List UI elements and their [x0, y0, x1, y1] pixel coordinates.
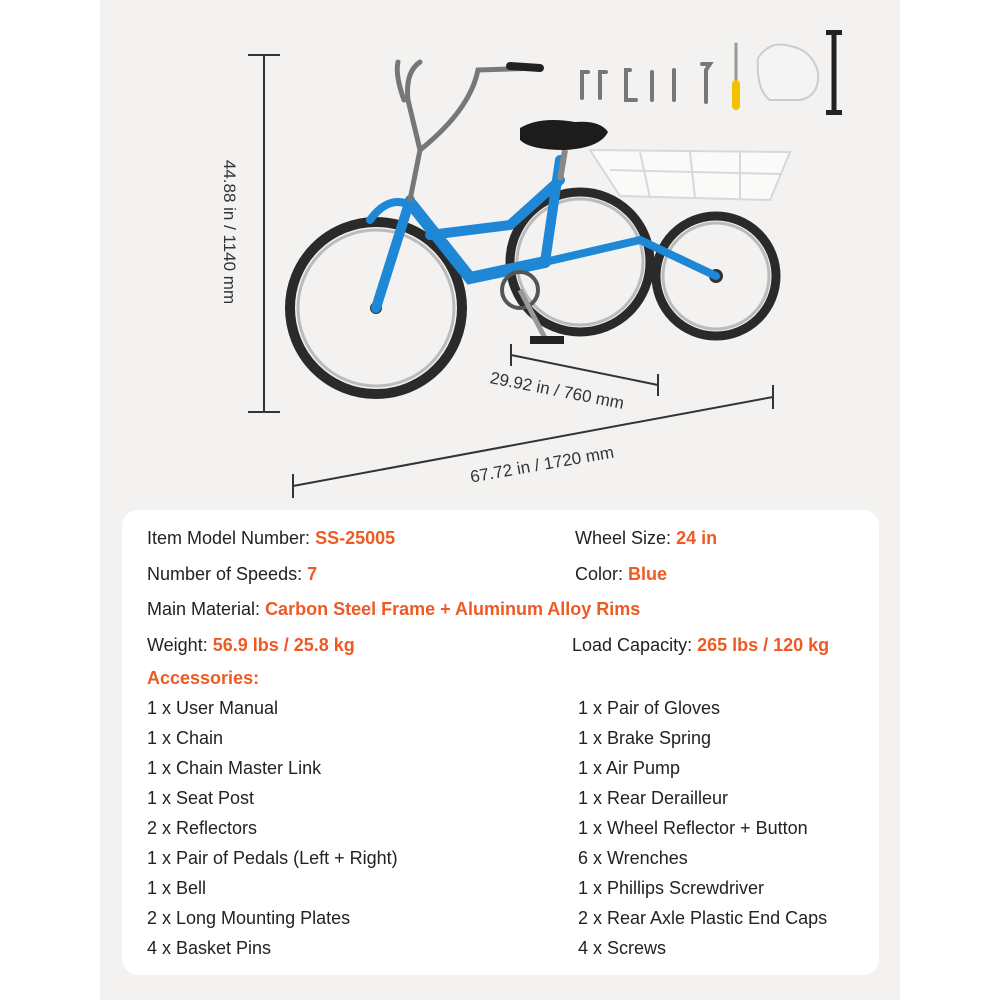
height-dimension-line [248, 55, 280, 412]
spec-value: SS-25005 [315, 528, 396, 548]
accessories-list-left [147, 697, 398, 967]
list-item: 1 x Brake Spring [578, 728, 712, 748]
list-item: 1 x Rear Derailleur [578, 788, 729, 808]
spec-label: Item Model Number: [147, 528, 311, 548]
list-item: 1 x Pair of Gloves [578, 698, 721, 718]
list-item: 1 x User Manual [147, 698, 279, 718]
spec-value: 24 in [676, 528, 718, 548]
length-label: 67.72 in / 1720 mm [468, 442, 616, 487]
list-item: 1 x Air Pump [578, 758, 681, 778]
list-item: 1 x Pair of Pedals (Left + Right) [147, 848, 398, 868]
list-item: 4 x Screws [578, 938, 667, 958]
list-item: 1 x Chain [147, 728, 224, 748]
list-item: 4 x Basket Pins [147, 938, 272, 958]
list-item: 1 x Bell [147, 878, 207, 898]
spec-speeds [147, 563, 317, 585]
wheelbase-label: 29.92 in / 760 mm [488, 368, 626, 413]
list-item: 1 x Phillips Screwdriver [578, 878, 765, 898]
spec-load-capacity [572, 634, 829, 656]
tools-icon [582, 44, 736, 106]
list-item: 1 x Chain Master Link [147, 758, 322, 778]
spec-label: Load Capacity: [572, 635, 693, 655]
spec-color [575, 563, 667, 585]
length-dimension-line [293, 385, 773, 498]
spec-model-number [147, 527, 395, 549]
list-item: 2 x Reflectors [147, 818, 258, 838]
spec-weight [147, 634, 355, 656]
spec-value: Carbon Steel Frame + Aluminum Alloy Rims [265, 599, 641, 619]
air-pump-icon [826, 30, 842, 115]
list-item: 1 x Wheel Reflector + Button [578, 818, 808, 838]
list-item: 6 x Wrenches [578, 848, 688, 868]
spec-wheel-size [575, 527, 717, 549]
spec-label: Weight: [147, 635, 208, 655]
spec-value: 265 lbs / 120 kg [697, 635, 830, 655]
basket [590, 150, 790, 200]
spec-value: Blue [628, 564, 668, 584]
accessories-title: Accessories: [147, 668, 260, 688]
handlebar-grip [510, 66, 540, 68]
spec-label: Number of Speeds: [147, 564, 303, 584]
spec-label: Color: [575, 564, 624, 584]
spec-value: 56.9 lbs / 25.8 kg [212, 635, 355, 655]
gloves-icon [758, 45, 818, 101]
list-item: 2 x Long Mounting Plates [147, 908, 351, 928]
accessories-list-right [578, 697, 827, 967]
handlebar [397, 62, 540, 200]
spec-main-material [147, 598, 640, 620]
list-item: 1 x Seat Post [147, 788, 255, 808]
height-label: 44.88 in / 1140 mm [220, 159, 239, 305]
list-item: 2 x Rear Axle Plastic End Caps [578, 908, 828, 928]
spec-label: Main Material: [147, 599, 261, 619]
spec-value: 7 [307, 564, 318, 584]
spec-label: Wheel Size: [575, 528, 672, 548]
